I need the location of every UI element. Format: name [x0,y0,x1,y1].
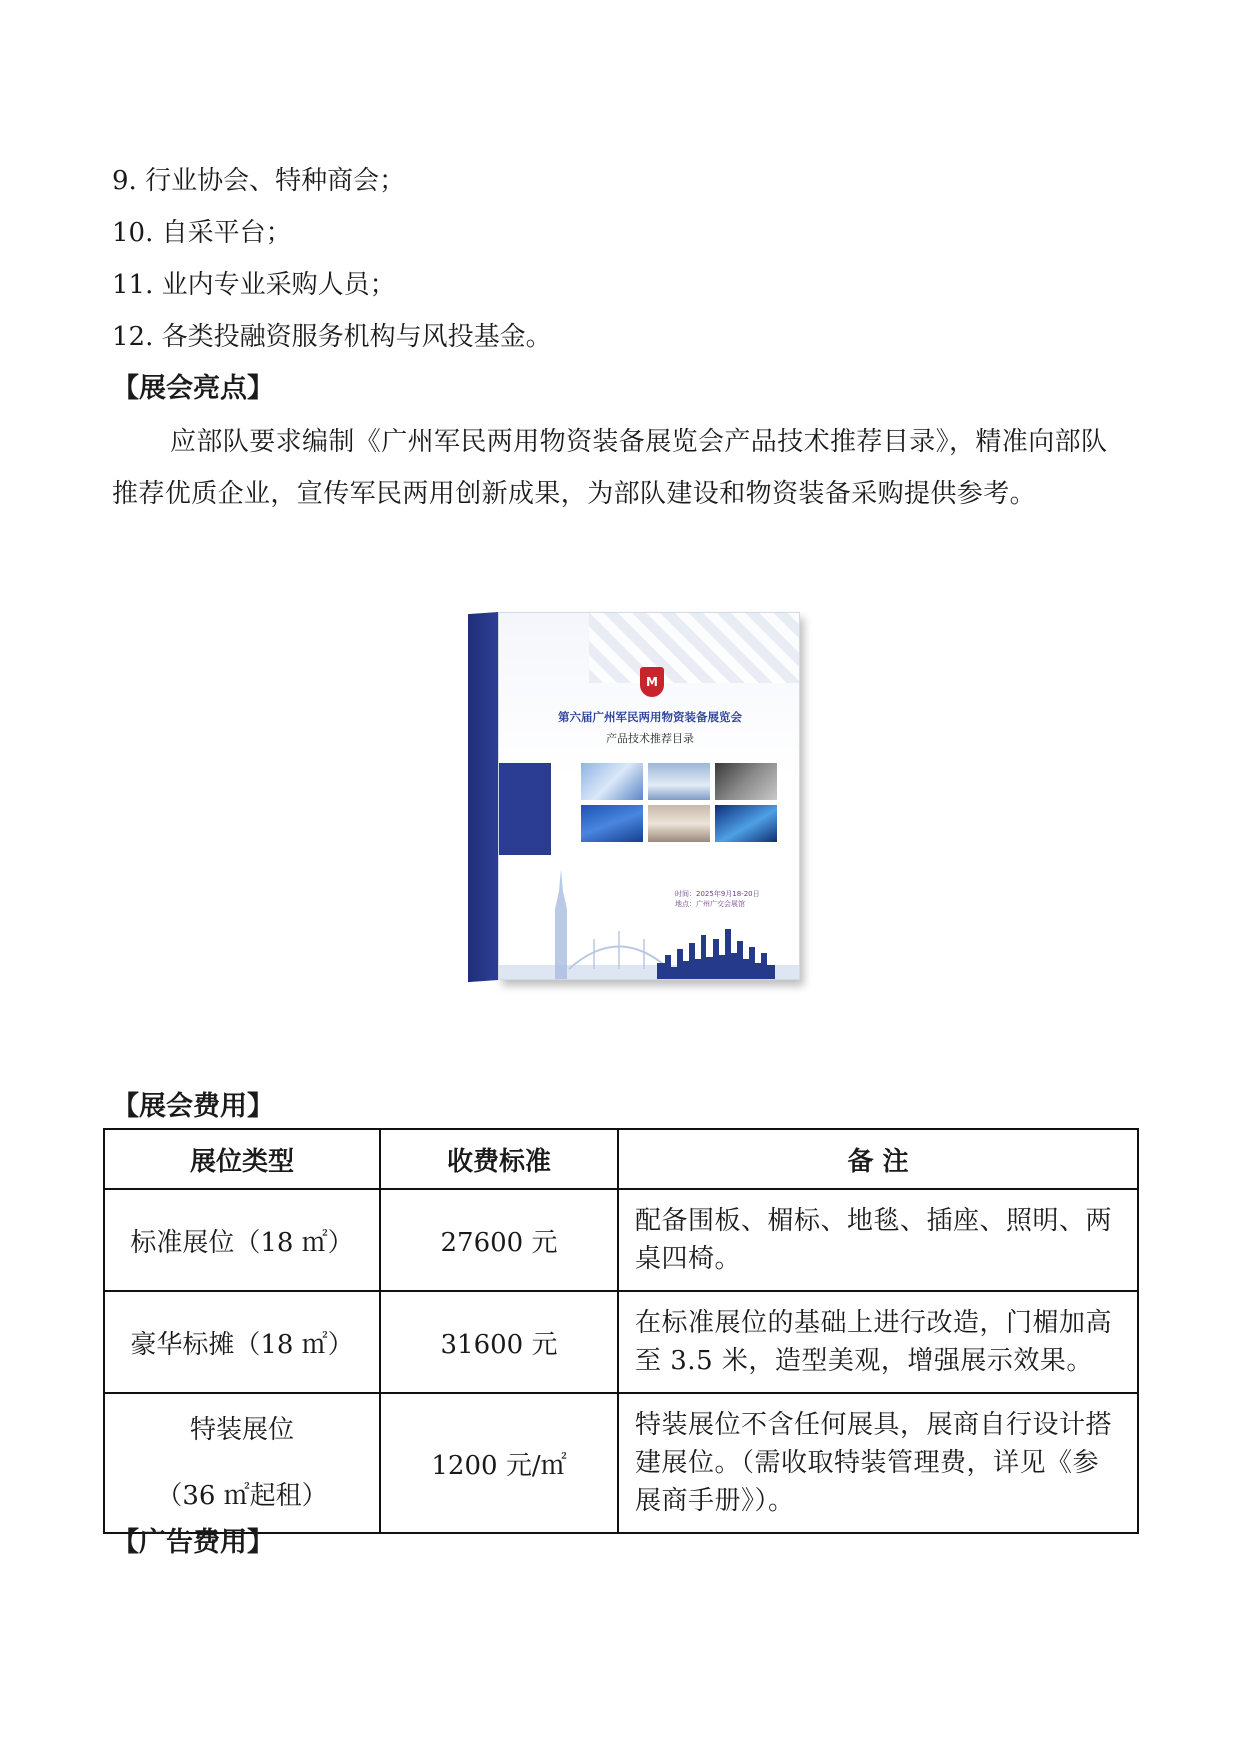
cover-photo [581,805,643,842]
table-row [104,1189,1138,1291]
table-row [104,1393,1138,1533]
price-cell: 1200 元/㎡ [380,1393,618,1533]
box-spine [468,612,498,982]
expo-logo-icon: M [640,667,664,697]
cover-blue-block [499,763,551,855]
fee-table [103,1128,1139,1534]
notes-cell: 配备围板、楣标、地毯、插座、照明、两桌四椅。 [618,1189,1138,1291]
column-header-price: 收费标准 [380,1129,618,1189]
highlights-heading: 【展会亮点】 [112,373,274,404]
list-item-10: 10. 自采平台； [112,218,292,248]
list-item-11: 11. 业内专业采购人员； [112,270,396,300]
booth-type-cell [104,1393,380,1533]
notes-cell: 在标准展位的基础上进行改造，门楣加高至 3.5 米，造型美观，增强展示效果。 [618,1291,1138,1393]
table-row [104,1291,1138,1393]
cover-info-location: 地点：广州广交会展馆 [675,900,745,908]
ads-heading: 【广告费用】 [112,1527,274,1558]
price-cell: 27600 元 [380,1189,618,1291]
column-header-booth-type: 展位类型 [104,1129,380,1189]
price-cell: 31600 元 [380,1291,618,1393]
cover-pattern [589,613,799,683]
table-header-row [104,1129,1138,1189]
cover-photo [648,763,710,800]
column-header-notes: 备 注 [618,1129,1138,1189]
fees-heading: 【展会费用】 [112,1091,274,1122]
box-front-cover [498,612,800,980]
cover-photo-grid [581,763,777,842]
cover-subtitle: 产品技术推荐目录 [606,732,694,745]
catalog-cover-image [434,604,804,986]
booth-type-name: 特装展位 [189,1415,294,1445]
cover-info-time: 时间：2025年9月18-20日 [675,890,760,898]
list-item-12: 12. 各类投融资服务机构与风投基金。 [112,322,552,352]
city-skyline-graphic [499,869,799,979]
booth-type-cell: 豪华标摊（18 ㎡） [104,1291,380,1393]
cover-photo [715,763,777,800]
cover-photo [715,805,777,842]
booth-type-cell: 标准展位（18 ㎡） [104,1189,380,1291]
highlights-paragraph: 应部队要求编制《广州军民两用物资装备展览会产品技术推荐目录》，精准向部队推荐优质企业，宣传军民两用创新成果，为部队建设和物资装备采购提供参考。 [112,427,1108,509]
notes-cell: 特装展位不含任何展具，展商自行设计搭建展位。（需收取特装管理费，详见《参展商手册》）。 [618,1393,1138,1533]
list-item-9: 9. 行业协会、特种商会； [112,166,406,196]
booth-type-min-area: （36 ㎡起租） [156,1481,328,1511]
cover-title: 第六届广州军民两用物资装备展览会 [558,710,742,724]
cover-photo [648,805,710,842]
cover-photo [581,763,643,800]
